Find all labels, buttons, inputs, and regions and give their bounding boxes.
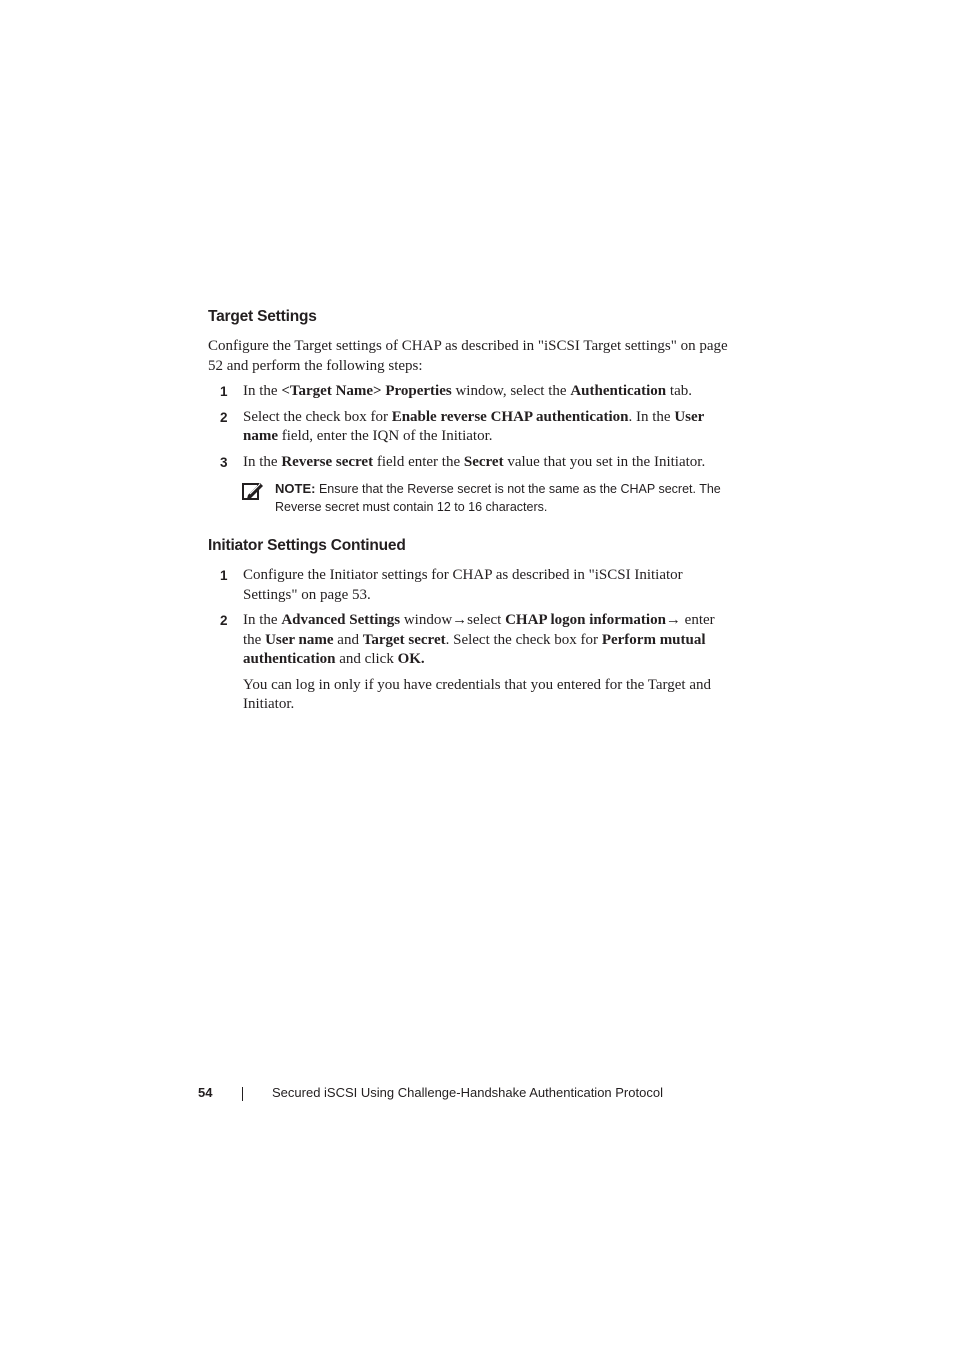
ui-term: Target secret [362, 631, 446, 648]
step-text: window, select the [451, 383, 571, 399]
step-number: 2 [220, 409, 228, 425]
step-number: 2 [220, 613, 228, 628]
step-text: and [333, 631, 363, 648]
step-text: Configure the Initiator settings for CHAP as described in "iSCSI Initiator Settings" on page 53. [243, 567, 683, 603]
step-number: 1 [220, 568, 228, 583]
heading-initiator-settings: Initiator Settings Continued [208, 537, 406, 554]
step-text: In the [243, 383, 282, 399]
note-label: NOTE: [275, 481, 316, 496]
note-pencil-icon [242, 481, 264, 501]
page-footer [198, 1083, 758, 1105]
heading-target-settings: Target Settings [208, 308, 317, 325]
step-text: field enter the [373, 453, 464, 470]
step-text: tab. [666, 383, 692, 399]
ui-term: Advanced Settings [281, 612, 401, 628]
step-text: → enter the [243, 612, 715, 648]
step-text: window→select [400, 612, 506, 628]
step-text: field, enter the IQN of the Initiator. [278, 428, 493, 444]
ui-term: Reverse secret [281, 453, 374, 470]
step-number: 3 [220, 454, 228, 470]
ui-term: User name [265, 631, 334, 648]
list-item [208, 566, 728, 605]
ui-term: OK. [397, 651, 425, 667]
step-text: and click [335, 651, 398, 667]
list-item [208, 611, 728, 670]
ui-term: Authentication [570, 383, 667, 399]
initiator-continuation-text: You can log in only if you have credentials that you entered for the Target and Initiator. [243, 676, 711, 712]
ui-term: CHAP logon information [505, 612, 666, 628]
ui-term: Enable reverse CHAP authentication [391, 408, 629, 425]
ui-term: Secret [463, 453, 504, 470]
ui-term: Perform mutual authentication [243, 631, 706, 667]
page-content [208, 305, 728, 721]
step-number: 1 [220, 384, 228, 399]
list-item [208, 408, 728, 447]
step-text: In the [243, 612, 282, 628]
target-settings-intro: Configure the Target settings of CHAP as described in "iSCSI Target settings" on page 52 and perform the following steps: [208, 338, 728, 374]
initiator-settings-steps [208, 566, 728, 670]
note-text: Ensure that the Reverse secret is not the same as the CHAP secret. The Reverse secret must contain 12 to 16 characters. [275, 482, 721, 514]
footer-separator [242, 1087, 243, 1101]
ui-term: <Target Name> Properties [281, 383, 452, 399]
list-item [208, 453, 728, 473]
step-text: . Select the check box for [445, 631, 602, 648]
ui-term: User name [243, 408, 705, 444]
step-text: value that you set in the Initiator. [503, 453, 706, 470]
target-settings-steps [208, 382, 728, 472]
note-block [208, 480, 728, 516]
step-text: . In the [628, 408, 675, 425]
footer-title: Secured iSCSI Using Challenge-Handshake Authentication Protocol [272, 1085, 663, 1100]
list-item [208, 382, 728, 402]
step-text: In the [243, 453, 282, 470]
page-number: 54 [198, 1085, 213, 1100]
step-text: Select the check box for [243, 408, 392, 425]
